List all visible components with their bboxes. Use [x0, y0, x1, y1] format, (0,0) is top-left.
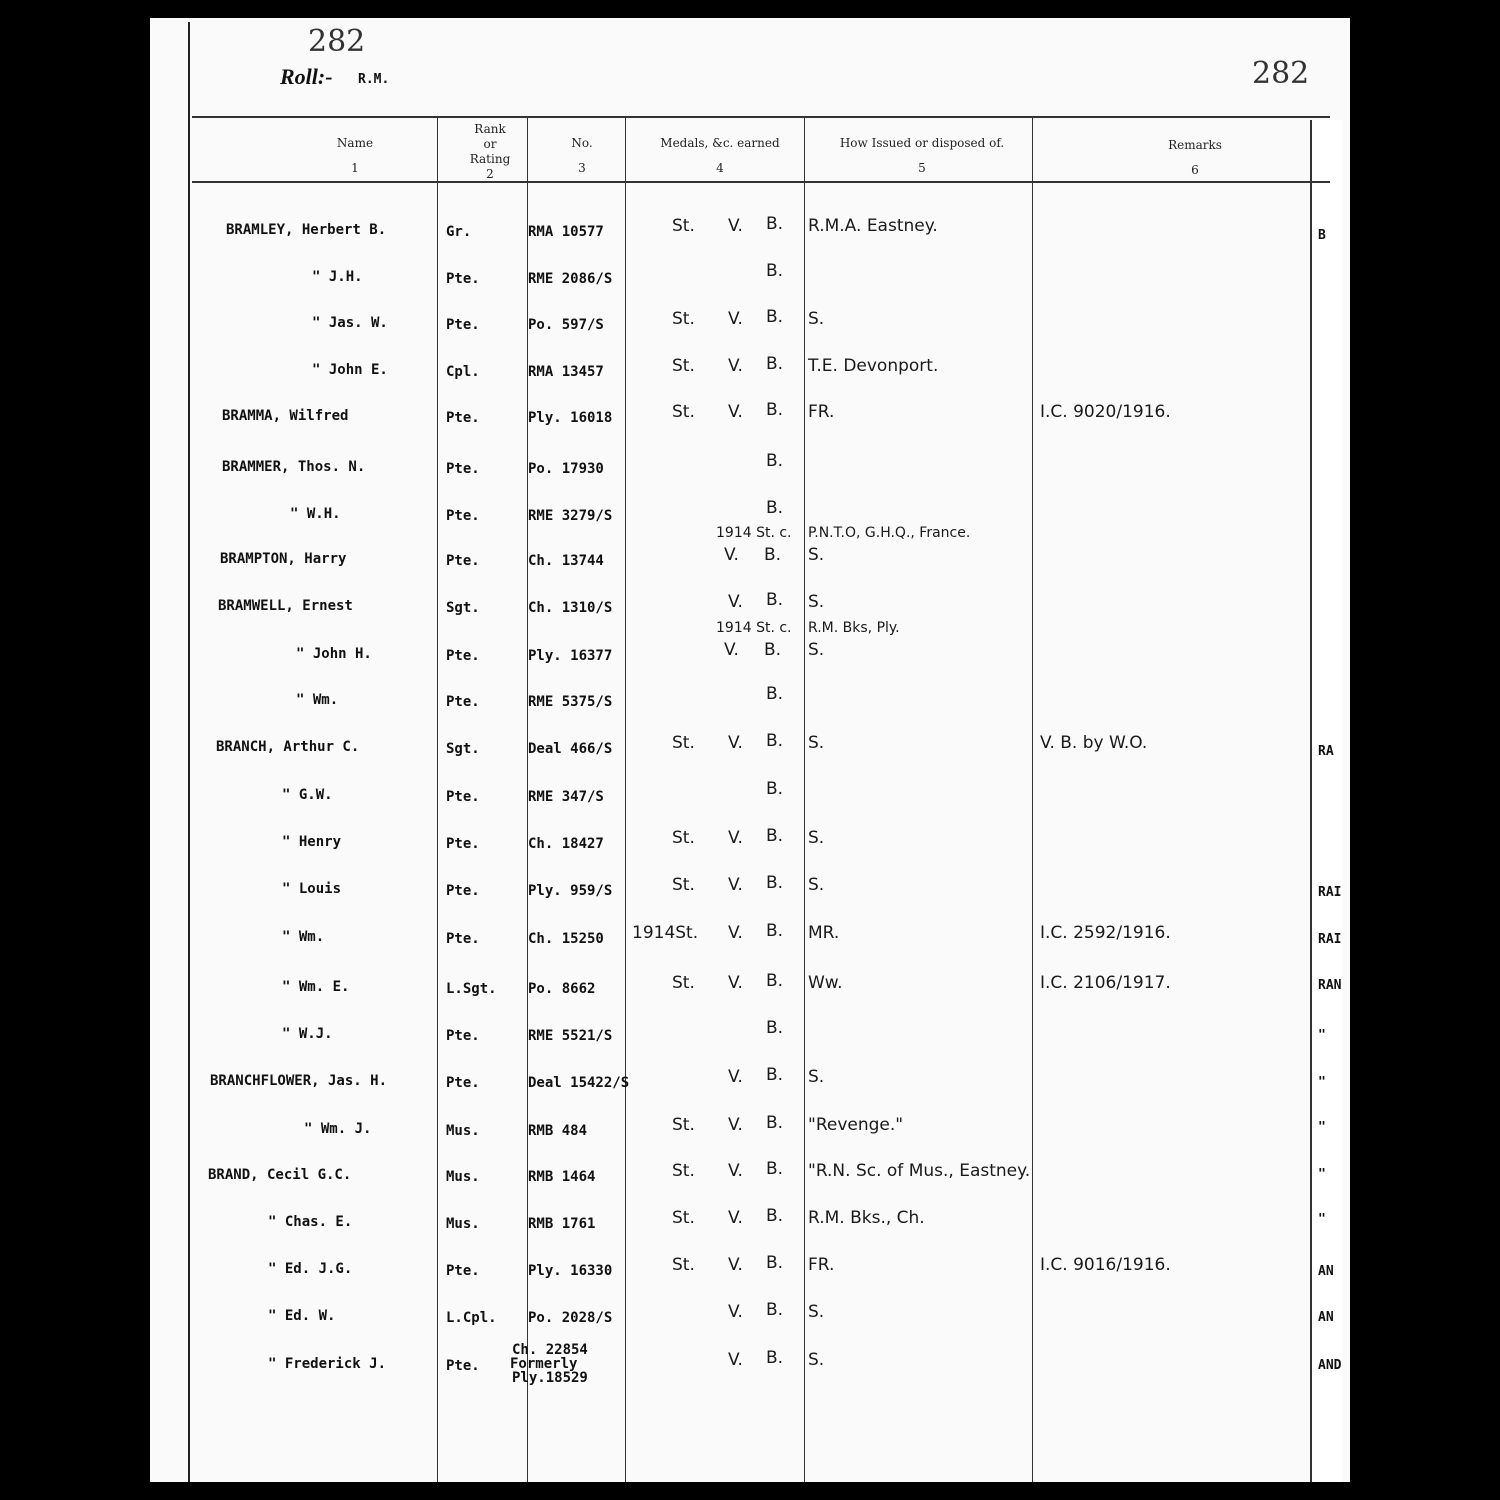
- table-row: [0, 1113, 1500, 1161]
- medal-star: St.: [672, 973, 695, 993]
- margin-fragment: ": [1318, 1212, 1326, 1227]
- issued-text: R.M. Bks., Ch.: [808, 1208, 925, 1228]
- medal-victory: V.: [728, 733, 743, 753]
- entry-name: " Jas. W.: [312, 315, 388, 331]
- medal-british: B.: [766, 971, 784, 991]
- entry-rank: Pte.: [446, 1263, 480, 1279]
- entry-rank: L.Cpl.: [446, 1310, 497, 1326]
- entry-number: Po. 597/S: [528, 317, 604, 333]
- table-row: [0, 684, 1500, 732]
- entry-rank: Pte.: [446, 461, 480, 477]
- medal-british: B.: [766, 1113, 784, 1133]
- header-remarks: Remarks 6: [1168, 138, 1222, 177]
- entry-name: " Ed. J.G.: [268, 1261, 353, 1277]
- margin-fragment: ": [1318, 1120, 1326, 1135]
- entry-rank: L.Sgt.: [446, 981, 497, 997]
- medal-star: St.: [672, 1255, 695, 1275]
- medal-star: St.: [672, 875, 695, 895]
- entry-number: RME 3279/S: [528, 508, 613, 524]
- medal-star: St.: [672, 1115, 695, 1135]
- entry-rank: Pte.: [446, 694, 480, 710]
- table-row: [0, 525, 1500, 591]
- entry-number: Ch. 15250: [528, 931, 604, 947]
- table-row: [0, 400, 1500, 448]
- margin-fragment: ": [1318, 1028, 1326, 1043]
- entry-rank: Pte.: [446, 1075, 480, 1091]
- issued-text: R.M. Bks, Ply.: [808, 620, 900, 636]
- entry-name: " J.H.: [312, 269, 363, 285]
- medal-british: B.: [766, 779, 784, 799]
- medal-star: St.: [672, 216, 695, 236]
- entry-rank: Pte.: [446, 648, 480, 664]
- medal-star: St.: [672, 828, 695, 848]
- entry-number: Deal 466/S: [528, 741, 613, 757]
- issued-text: S.: [808, 592, 825, 612]
- entry-name: BRAMPTON, Harry: [220, 551, 347, 567]
- entry-name: BRAMWELL, Ernest: [218, 598, 353, 614]
- entry-number: Ply. 16018: [528, 410, 613, 426]
- remarks-text: I.C. 2106/1917.: [1040, 973, 1171, 993]
- entry-number: Ch. 18427: [528, 836, 604, 852]
- medal-victory: V.: [728, 1350, 743, 1370]
- roll-value: R.M.: [358, 72, 390, 87]
- table-row: [0, 620, 1500, 686]
- medal-british: B.: [766, 400, 784, 420]
- issued-text: FR.: [808, 402, 835, 422]
- entry-number: RMA 13457: [528, 364, 604, 380]
- issued-text: FR.: [808, 1255, 835, 1275]
- entry-number: Ch. 22854: [512, 1342, 588, 1358]
- medal-british: B.: [766, 1159, 784, 1179]
- header-top-rule: [192, 116, 1330, 118]
- issued-text: S.: [808, 1302, 825, 1322]
- page-number-left: 282: [308, 24, 366, 59]
- table-row: [0, 451, 1500, 499]
- entry-rank: Pte.: [446, 1358, 480, 1374]
- entry-name: " Wm. E.: [282, 979, 350, 995]
- medal-british: B.: [766, 1065, 784, 1085]
- table-row: [0, 214, 1500, 262]
- issued-text: S.: [808, 875, 825, 895]
- entry-number: Ply. 959/S: [528, 883, 613, 899]
- medal-victory: V.: [728, 1115, 743, 1135]
- medal-british: B.: [766, 214, 784, 234]
- entry-number: RME 347/S: [528, 789, 604, 805]
- table-row: [0, 971, 1500, 1019]
- medal-british: B.: [766, 684, 784, 704]
- entry-name: " John H.: [296, 646, 372, 662]
- issued-text-second: S.: [808, 640, 825, 660]
- remarks-text: I.C. 2592/1916.: [1040, 923, 1171, 943]
- margin-fragment: RAN: [1318, 978, 1342, 993]
- entry-name: " Frederick J.: [268, 1356, 387, 1372]
- entry-name: " G.W.: [282, 787, 333, 803]
- entry-name: " Wm. J.: [304, 1121, 372, 1137]
- entry-rank: Gr.: [446, 224, 472, 240]
- medal-british: B.: [766, 731, 784, 751]
- entry-name: " Henry: [282, 834, 342, 850]
- table-row: [0, 354, 1500, 402]
- table-row: [0, 1253, 1500, 1301]
- table-row: [0, 1018, 1500, 1066]
- medal-victory: V.: [728, 1067, 743, 1087]
- medal-victory: V.: [728, 828, 743, 848]
- entry-name: BRANCH, Arthur C.: [216, 739, 360, 755]
- entry-number-former-label: Formerly: [510, 1356, 578, 1372]
- entry-number: RME 5375/S: [528, 694, 613, 710]
- remarks-text: V. B. by W.O.: [1040, 733, 1148, 753]
- medal-british: B.: [764, 640, 782, 660]
- medal-victory: V.: [728, 402, 743, 422]
- entry-number: Ch. 1310/S: [528, 600, 613, 616]
- table-row: [0, 1065, 1500, 1113]
- remarks-text: I.C. 9016/1916.: [1040, 1255, 1171, 1275]
- issued-text: S.: [808, 1350, 825, 1370]
- issued-text: S.: [808, 828, 825, 848]
- entry-rank: Mus.: [446, 1216, 480, 1232]
- entry-name: BRAMMA, Wilfred: [222, 408, 349, 424]
- scan-border-top: [0, 0, 1500, 18]
- entry-number: RMB 1761: [528, 1216, 596, 1232]
- margin-fragment: RA: [1318, 744, 1334, 759]
- issued-text: "Revenge.": [808, 1115, 904, 1135]
- entry-number: Ply. 16330: [528, 1263, 613, 1279]
- entry-name: " W.J.: [282, 1026, 333, 1042]
- medal-victory: V.: [728, 875, 743, 895]
- table-row: [0, 1206, 1500, 1254]
- medal-british: B.: [766, 1300, 784, 1320]
- entry-number: RMB 1464: [528, 1169, 596, 1185]
- medal-victory: V.: [728, 973, 743, 993]
- entry-name: BRAMMER, Thos. N.: [222, 459, 366, 475]
- medal-victory: V.: [728, 309, 743, 329]
- entry-rank: Pte.: [446, 1028, 480, 1044]
- issued-text: S.: [808, 1067, 825, 1087]
- header-bottom-rule: [192, 181, 1330, 183]
- entry-number-former: Ply.18529: [512, 1370, 588, 1386]
- medal-star: St.: [672, 733, 695, 753]
- entry-rank: Pte.: [446, 931, 480, 947]
- header-no: No. 3: [571, 136, 593, 175]
- medal-victory: V.: [728, 1208, 743, 1228]
- header-rank: Rank or Rating 2: [440, 122, 540, 182]
- margin-fragment: AN: [1318, 1264, 1334, 1279]
- table-row: [0, 779, 1500, 827]
- medal-british: B.: [766, 498, 784, 518]
- medal-star: St.: [672, 1208, 695, 1228]
- medal-victory: V.: [724, 545, 739, 565]
- entry-name: " Ed. W.: [268, 1308, 336, 1324]
- entry-rank: Mus.: [446, 1123, 480, 1139]
- margin-fragment: AN: [1318, 1310, 1334, 1325]
- table-row: [0, 826, 1500, 874]
- table-row: [0, 873, 1500, 921]
- header-rank-text: Rank or Rating: [469, 122, 511, 166]
- entry-number: Ply. 16377: [528, 648, 613, 664]
- medal-victory: V.: [728, 216, 743, 236]
- medal-victory: V.: [728, 1161, 743, 1181]
- medal-british: B.: [766, 451, 784, 471]
- medal-british: B.: [766, 261, 784, 281]
- medal-british: B.: [766, 1348, 784, 1368]
- table-row: [0, 1300, 1500, 1348]
- entry-rank: Sgt.: [446, 741, 480, 757]
- medal-british: B.: [766, 1253, 784, 1273]
- scan-border-bottom: [0, 1482, 1500, 1500]
- medal-british: B.: [766, 354, 784, 374]
- table-row: [0, 261, 1500, 309]
- entry-number: Deal 15422/S: [528, 1075, 630, 1091]
- entry-name: " W.H.: [290, 506, 341, 522]
- medal-british: B.: [764, 545, 782, 565]
- medal-star: 1914 St. c.: [716, 620, 792, 636]
- margin-fragment: ": [1318, 1075, 1326, 1090]
- entry-number: RME 5521/S: [528, 1028, 613, 1044]
- medal-british: B.: [766, 873, 784, 893]
- entry-rank: Pte.: [446, 836, 480, 852]
- entry-name: BRAMLEY, Herbert B.: [226, 222, 387, 238]
- entry-rank: Pte.: [446, 508, 480, 524]
- roll-label: Roll:-: [280, 64, 333, 89]
- entry-number: RME 2086/S: [528, 271, 613, 287]
- entry-number: Po. 2028/S: [528, 1310, 613, 1326]
- medal-victory: V.: [724, 640, 739, 660]
- issued-text: R.M.A. Eastney.: [808, 216, 938, 236]
- entry-name: BRANCHFLOWER, Jas. H.: [210, 1073, 388, 1089]
- entry-name: " Wm.: [296, 692, 339, 708]
- medal-victory: V.: [728, 1255, 743, 1275]
- entry-number: RMA 10577: [528, 224, 604, 240]
- table-row: [0, 731, 1500, 779]
- entry-name: BRAND, Cecil G.C.: [208, 1167, 352, 1183]
- medal-star: St.: [672, 309, 695, 329]
- medal-british: B.: [766, 307, 784, 327]
- issued-text: "R.N. Sc. of Mus., Eastney.: [808, 1161, 1031, 1181]
- table-row: [0, 921, 1500, 969]
- entry-number: Ch. 13744: [528, 553, 604, 569]
- medal-victory: V.: [728, 1302, 743, 1322]
- medal-british: B.: [766, 1018, 784, 1038]
- header-name: Name 1: [336, 136, 374, 175]
- margin-fragment: RAI: [1318, 885, 1342, 900]
- medal-british: B.: [766, 1206, 784, 1226]
- medal-victory: V.: [728, 923, 743, 943]
- issued-text: S.: [808, 309, 825, 329]
- entry-rank: Pte.: [446, 410, 480, 426]
- issued-text: S.: [808, 733, 825, 753]
- medal-star: St.: [672, 402, 695, 422]
- entry-name: " Wm.: [282, 929, 325, 945]
- issued-text: MR.: [808, 923, 840, 943]
- margin-fragment: B: [1318, 228, 1326, 243]
- entry-rank: Pte.: [446, 317, 480, 333]
- table-row: [0, 1342, 1500, 1396]
- entry-name: " Chas. E.: [268, 1214, 353, 1230]
- entry-name: " John E.: [312, 362, 388, 378]
- margin-fragment: RAI: [1318, 932, 1342, 947]
- margin-fragment: ": [1318, 1167, 1326, 1182]
- entry-number: Po. 8662: [528, 981, 596, 997]
- entry-rank: Pte.: [446, 789, 480, 805]
- entry-name: " Louis: [282, 881, 342, 897]
- entry-rank: Pte.: [446, 271, 480, 287]
- header-issued: How Issued or disposed of. 5: [839, 136, 1005, 175]
- medal-british: B.: [766, 826, 784, 846]
- medal-star: 1914 St. c.: [716, 525, 792, 541]
- medal-victory: V.: [728, 592, 743, 612]
- issued-text: T.E. Devonport.: [808, 356, 939, 376]
- table-row: [0, 307, 1500, 355]
- issued-text-second: S.: [808, 545, 825, 565]
- margin-fragment: AND: [1318, 1358, 1342, 1373]
- issued-text: P.N.T.O, G.H.Q., France.: [808, 525, 971, 541]
- header-medals: Medals, &c. earned 4: [660, 136, 780, 175]
- entry-rank: Pte.: [446, 883, 480, 899]
- entry-number: Po. 17930: [528, 461, 604, 477]
- medal-star: St.: [672, 1161, 695, 1181]
- medal-british: B.: [766, 590, 784, 610]
- remarks-text: I.C. 9020/1916.: [1040, 402, 1171, 422]
- entry-rank: Cpl.: [446, 364, 480, 380]
- medal-victory: V.: [728, 356, 743, 376]
- table-row: [0, 1159, 1500, 1207]
- page-number-right: 282: [1252, 56, 1310, 91]
- medal-star: 1914St.: [632, 923, 699, 943]
- issued-text: Ww.: [808, 973, 843, 993]
- entry-number: RMB 484: [528, 1123, 588, 1139]
- medal-star: St.: [672, 356, 695, 376]
- entry-rank: Sgt.: [446, 600, 480, 616]
- medal-british: B.: [766, 921, 784, 941]
- entry-rank: Mus.: [446, 1169, 480, 1185]
- entry-rank: Pte.: [446, 553, 480, 569]
